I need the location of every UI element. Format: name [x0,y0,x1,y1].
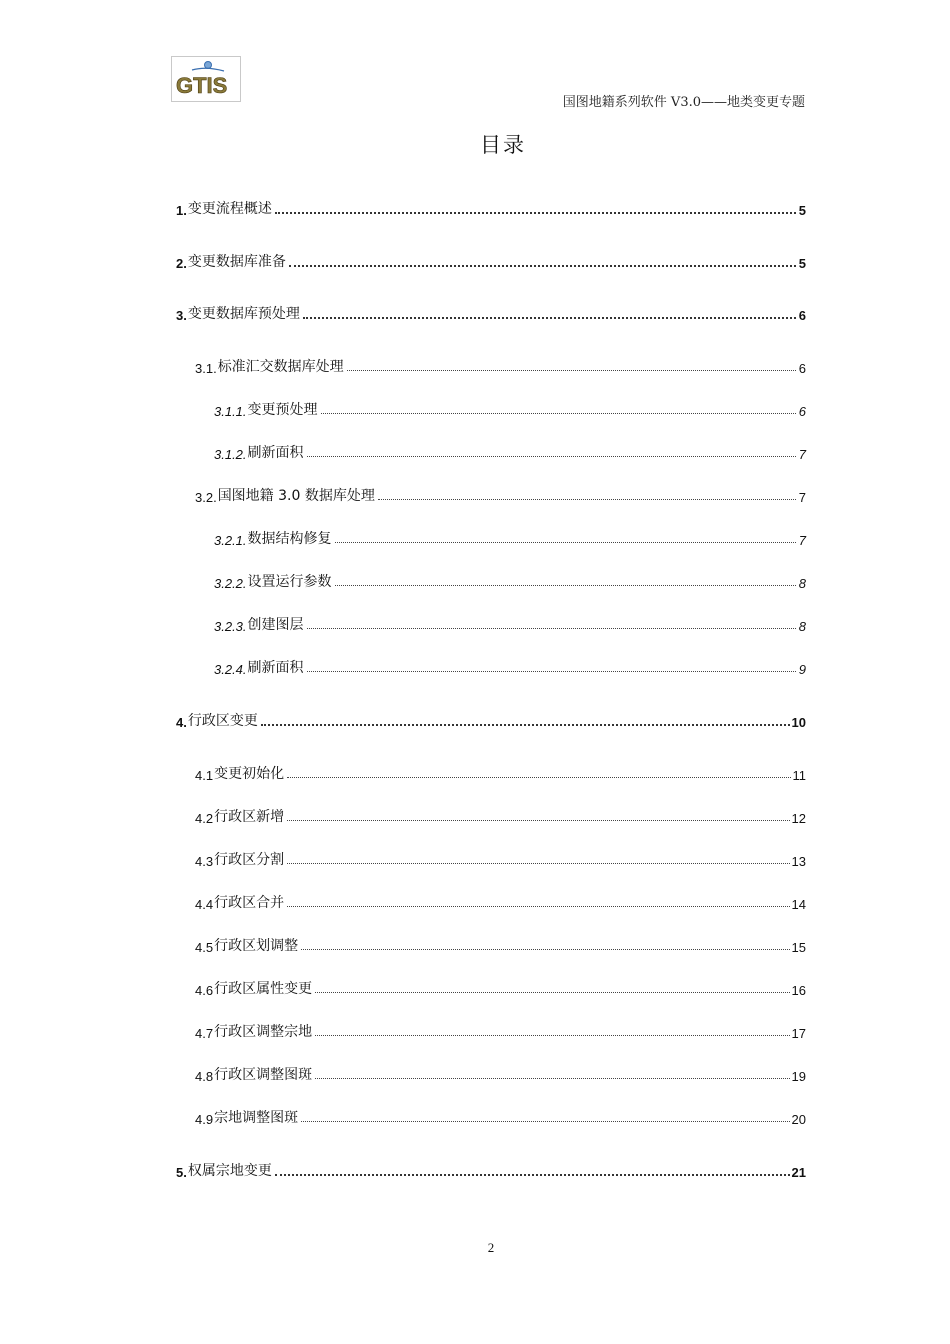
toc-entry[interactable] [176,763,806,783]
toc-entry-number: 3.2.1. [214,533,247,548]
toc-entry[interactable] [176,1021,806,1041]
toc-entry-number: 1. [176,203,187,218]
toc-entry-label: 行政区变更 [187,713,258,729]
dot-leader [275,1172,790,1176]
toc-entry-label: 行政区分割 [214,852,285,868]
toc-entry-label: 刷新面积 [247,445,304,461]
document-header-title: 国图地籍系列软件 V3.0——地类变更专题 [562,95,805,110]
toc-entry[interactable] [176,849,806,869]
dot-leader [301,948,789,950]
dot-leader [275,210,796,214]
toc-title: 目录 [480,133,526,157]
toc-entry-number: 4.9 [195,1112,214,1127]
toc-entry[interactable] [176,978,806,998]
toc-entry-page: 5 [798,203,806,218]
toc-entry-number: 3.1. [195,361,217,376]
toc-entry[interactable] [176,356,806,376]
toc-entry-page: 15 [791,940,806,955]
toc-entry[interactable] [176,198,806,218]
toc-entry[interactable] [176,1064,806,1084]
toc-entry-page: 17 [791,1026,806,1041]
toc-entry-page: 6 [798,404,806,419]
dot-leader [307,670,796,672]
dot-leader [289,263,796,267]
dot-leader [335,541,796,543]
toc-entry-number: 4. [176,715,187,730]
toc-entry-page: 10 [791,715,806,730]
dot-leader [261,722,790,726]
toc-entry-label: 变更预处理 [247,402,318,418]
toc-entry-number: 4.2 [195,811,214,826]
toc-entry[interactable] [176,571,806,591]
dot-leader [301,1120,789,1122]
toc-entry-page: 20 [791,1112,806,1127]
toc-entry-label: 行政区调整图斑 [214,1067,313,1083]
dot-leader [287,819,789,821]
toc-entry-number: 2. [176,256,187,271]
page-number: 2 [487,1240,495,1255]
toc-entry-number: 3. [176,308,187,323]
toc-entry-label: 权属宗地变更 [187,1163,272,1179]
gtis-logo [171,56,241,102]
toc-entry-number: 3.2.2. [214,576,247,591]
dot-leader [321,412,796,414]
toc-entry[interactable] [176,935,806,955]
toc-entry[interactable] [176,614,806,634]
toc-entry-label: 国图地籍 3.0 数据库处理 [217,488,375,504]
toc-entry[interactable] [176,1107,806,1127]
toc-entry-page: 7 [798,533,806,548]
toc-entry-page: 5 [798,256,806,271]
toc-entry-label: 标准汇交数据库处理 [217,359,344,375]
toc-entry-label: 行政区合并 [214,895,285,911]
toc-entry-page: 11 [792,768,806,783]
toc-entry[interactable] [176,528,806,548]
toc-entry-number: 4.6 [195,983,214,998]
dot-leader [287,776,790,778]
dot-leader [307,455,796,457]
toc-entry-number: 4.8 [195,1069,214,1084]
toc-entry[interactable] [176,399,806,419]
toc-entry[interactable] [176,485,806,505]
toc-entry[interactable] [176,806,806,826]
dot-leader [307,627,796,629]
toc-entry-number: 3.1.1. [214,404,247,419]
toc-entry-page: 16 [791,983,806,998]
toc-entry-label: 行政区调整宗地 [214,1024,313,1040]
dot-leader [347,369,796,371]
toc-entry-number: 3.2.3. [214,619,247,634]
toc-entry-page: 7 [798,447,806,462]
toc-entry[interactable] [176,657,806,677]
toc-entry-label: 变更数据库预处理 [187,306,300,322]
toc-entry-number: 3.2. [195,490,217,505]
dot-leader [287,862,789,864]
toc-entry-number: 4.1 [195,768,214,783]
toc-entry-page: 6 [798,308,806,323]
dot-leader [378,498,796,500]
toc-entry-number: 3.2.4. [214,662,247,677]
toc-entry-page: 6 [798,361,806,376]
dot-leader [315,991,789,993]
dot-leader [315,1034,789,1036]
toc-entry-number: 4.5 [195,940,214,955]
toc-entry-label: 宗地调整图斑 [214,1110,299,1126]
toc-entry-page: 8 [798,576,806,591]
toc-entry[interactable] [176,892,806,912]
dot-leader [335,584,796,586]
toc-entry[interactable] [176,251,806,271]
svg-text:GTIS: GTIS [176,73,228,98]
toc-entry-label: 刷新面积 [247,660,304,676]
toc-entry-page: 19 [791,1069,806,1084]
toc-entry-number: 4.4 [195,897,214,912]
toc-entry-label: 变更流程概述 [187,201,272,217]
toc-entry-number: 4.7 [195,1026,214,1041]
toc-entry[interactable] [176,303,806,323]
toc-entry-label: 变更数据库准备 [187,254,286,270]
toc-entry[interactable] [176,1160,806,1180]
toc-entry-page: 7 [798,490,806,505]
toc-entry-label: 创建图层 [247,617,304,633]
dot-leader [287,905,789,907]
toc-entry-number: 5. [176,1165,187,1180]
toc-entry-label: 行政区属性变更 [214,981,313,997]
dot-leader [303,315,796,319]
toc-entry[interactable] [176,710,806,730]
toc-entry-page: 21 [791,1165,806,1180]
toc-entry-label: 行政区划调整 [214,938,299,954]
dot-leader [315,1077,789,1079]
toc-entry[interactable] [176,442,806,462]
toc-entry-label: 设置运行参数 [247,574,332,590]
toc-entry-label: 变更初始化 [214,766,285,782]
toc-entry-page: 12 [791,811,806,826]
toc-entry-number: 4.3 [195,854,214,869]
toc-entry-label: 数据结构修复 [247,531,332,547]
toc-entry-page: 8 [798,619,806,634]
toc-entry-label: 行政区新增 [214,809,285,825]
toc-entry-page: 14 [791,897,806,912]
toc-entry-page: 9 [798,662,806,677]
toc-entry-number: 3.1.2. [214,447,247,462]
toc-entry-page: 13 [791,854,806,869]
